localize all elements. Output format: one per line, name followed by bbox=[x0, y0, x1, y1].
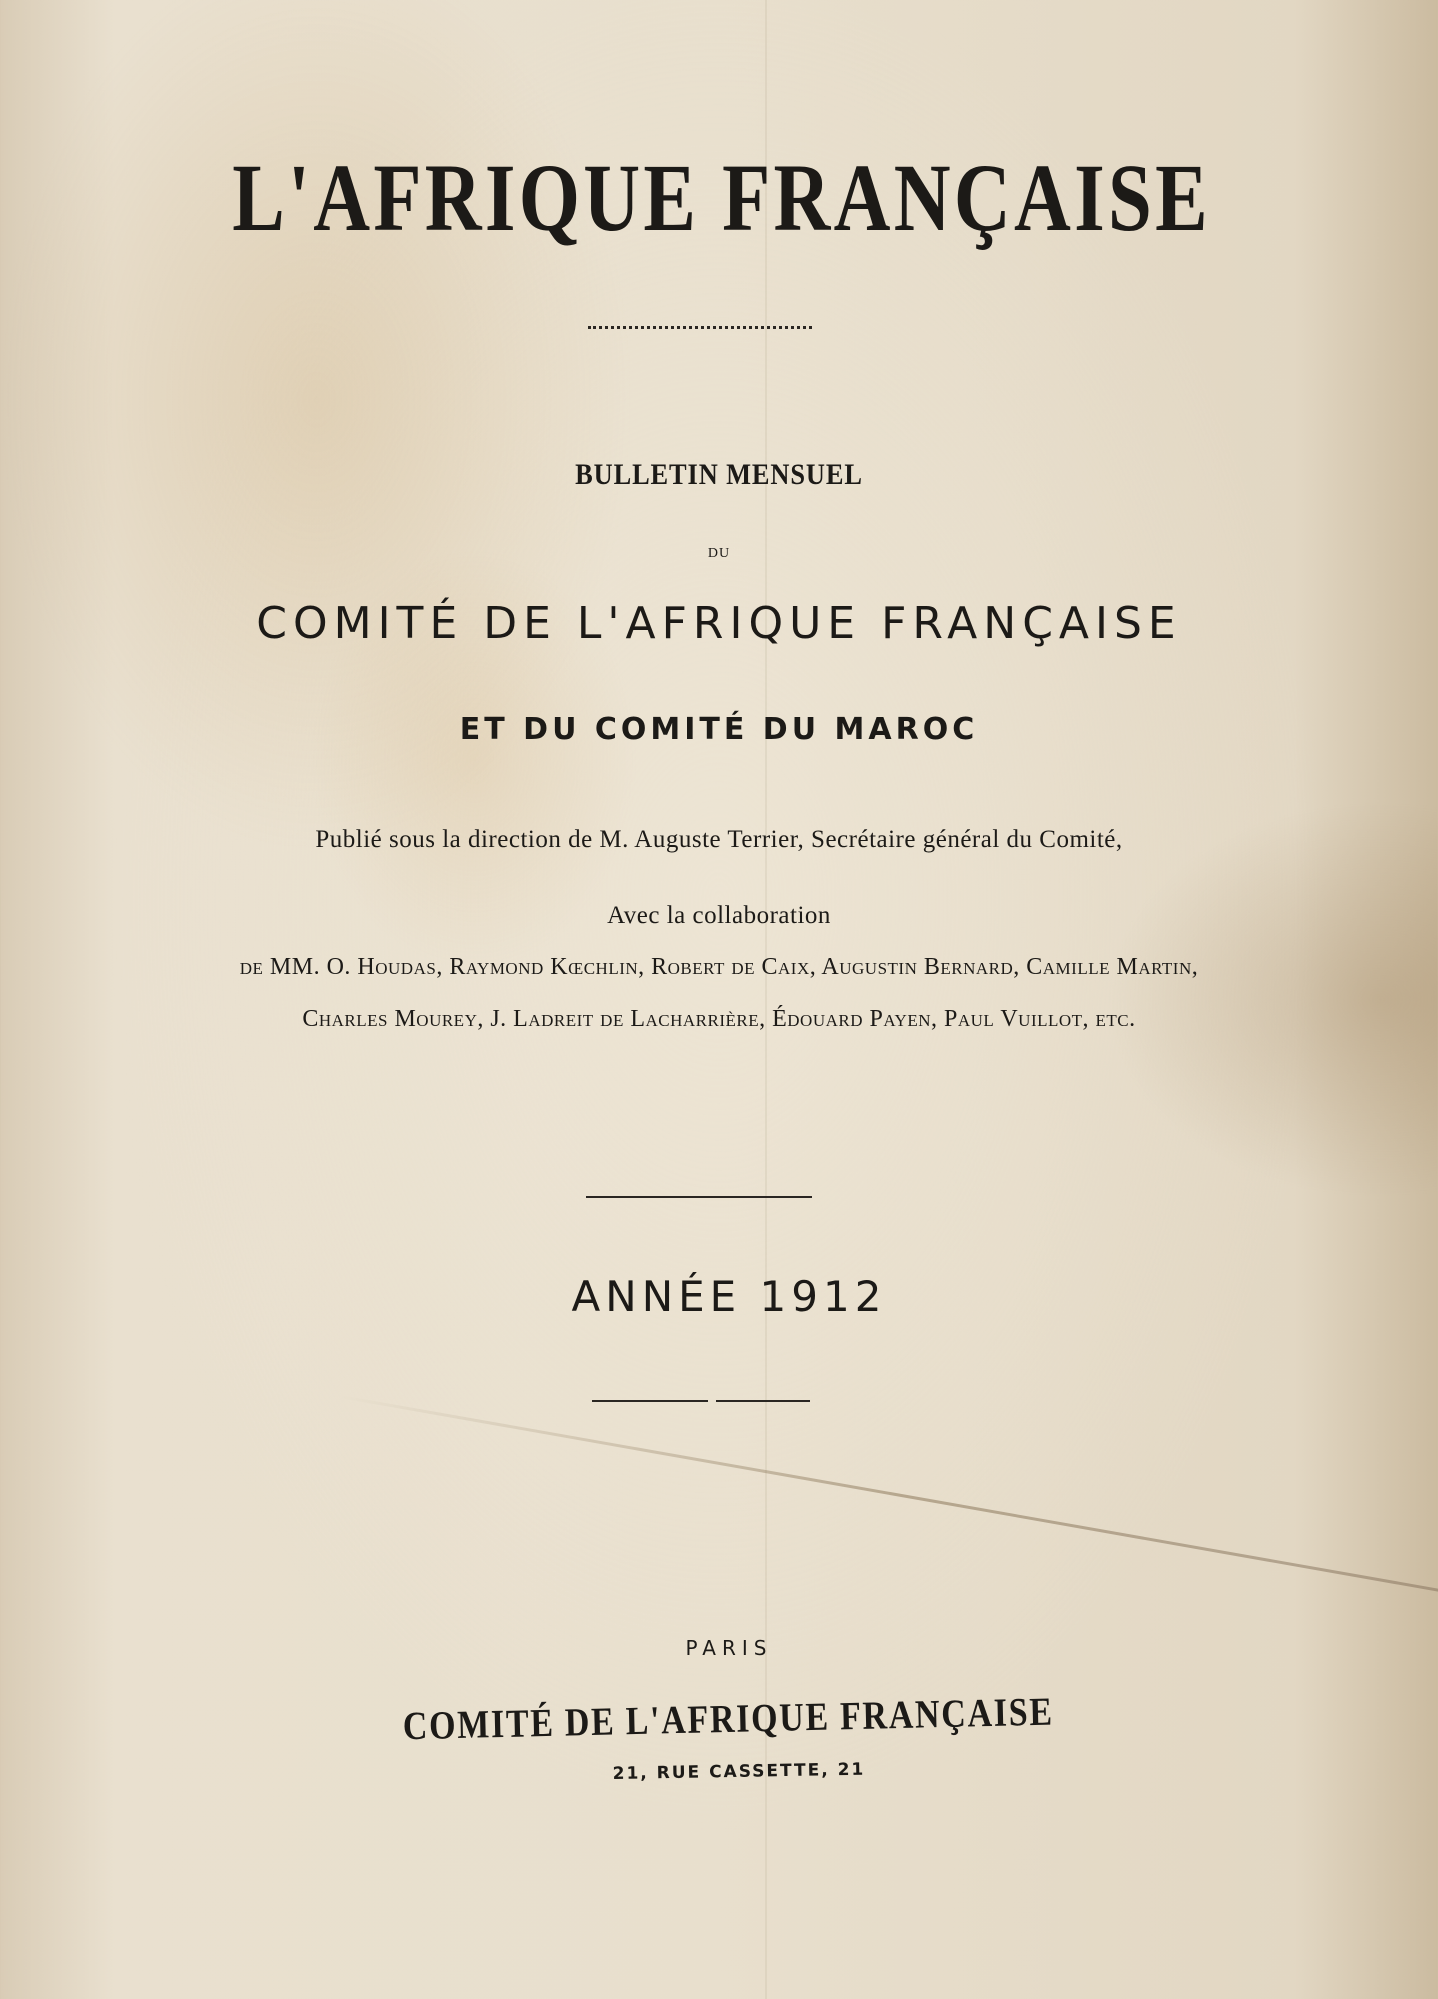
committee-name: COMITÉ DE L'AFRIQUE FRANÇAISE bbox=[256, 598, 1182, 649]
collaborators-line-1: de MM. O. Houdas, Raymond Kœchlin, Robert de Caix, Augustin Bernard, Camille Martin, bbox=[239, 954, 1199, 980]
bulletin-heading: BULLETIN MENSUEL bbox=[575, 458, 863, 491]
committee-maroc: ET DU COMITÉ DU MAROC bbox=[459, 712, 979, 747]
paper-fold bbox=[339, 1395, 1438, 1598]
collaboration-intro: Avec la collaboration bbox=[607, 902, 831, 929]
imprint-address: 21, RUE CASSETTE, 21 bbox=[612, 1759, 866, 1785]
title-ornament-rule bbox=[588, 326, 812, 329]
collaborators-line-2: Charles Mourey, J. Ladreit de Lacharrière, Édouard Payen, Paul Vuillot, etc. bbox=[302, 1006, 1136, 1032]
journal-title: L'AFRIQUE FRANÇAISE bbox=[232, 144, 1211, 251]
year-bottom-rule-left bbox=[592, 1400, 708, 1402]
year-heading: ANNÉE 1912 bbox=[571, 1272, 887, 1321]
year-top-rule bbox=[586, 1196, 812, 1198]
imprint-publisher: COMITÉ DE L'AFRIQUE FRANÇAISE bbox=[402, 1688, 1055, 1749]
direction-line: Publié sous la direction de M. Auguste Terrier, Secrétaire général du Comité, bbox=[315, 826, 1123, 853]
imprint-city: PARIS bbox=[685, 1636, 773, 1660]
bulletin-du: DU bbox=[707, 546, 731, 561]
year-bottom-rule-right bbox=[716, 1400, 810, 1402]
